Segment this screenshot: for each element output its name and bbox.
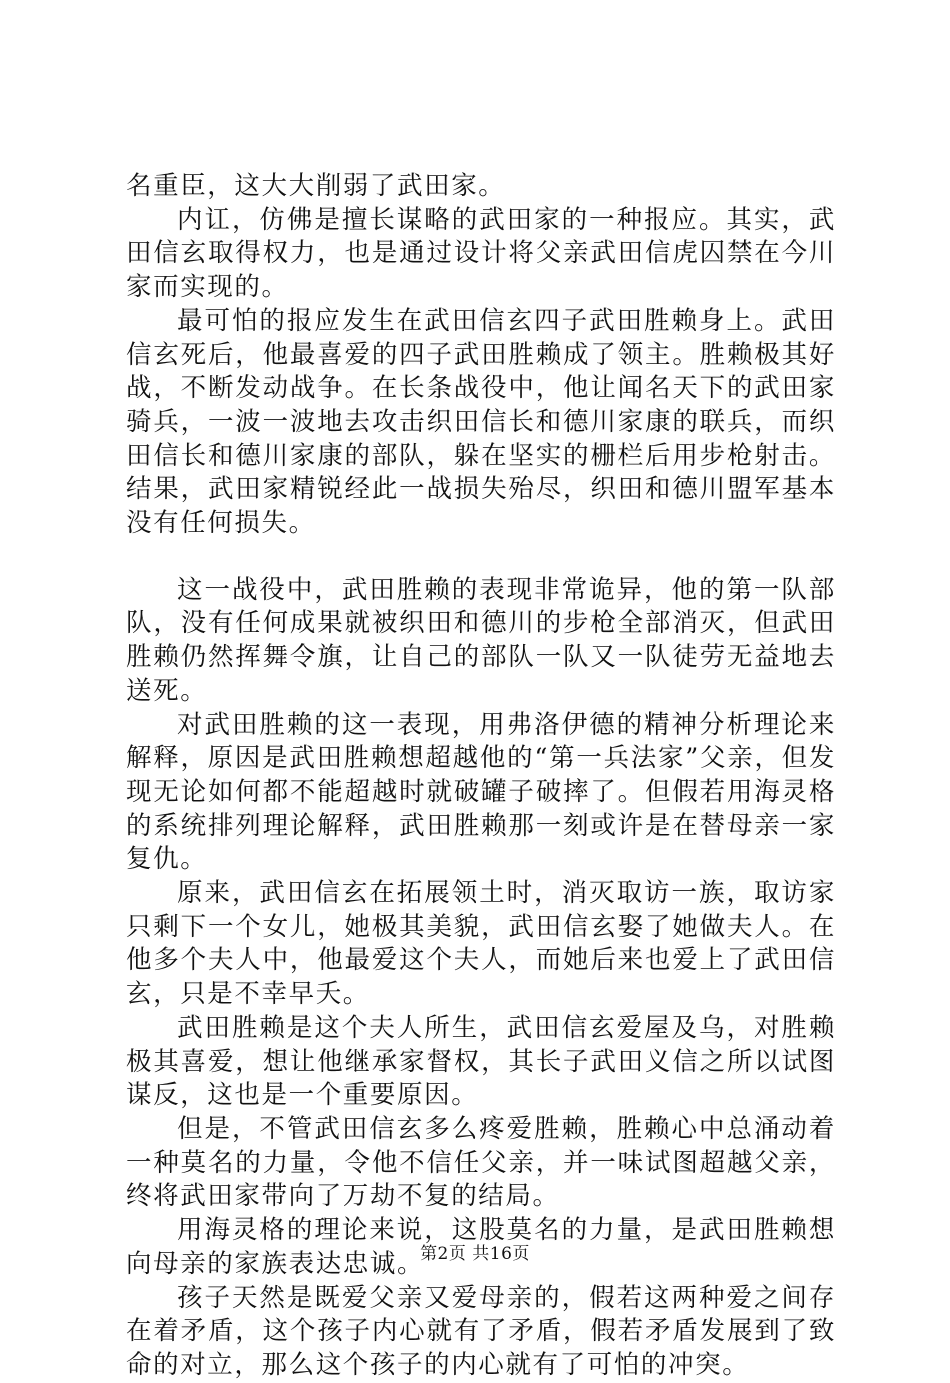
paragraph: 孩子天然是既爱父亲又爱母亲的，假若这两种爱之间存在着矛盾，这个孩子内心就有了矛盾，假若矛盾发展到了致命的对立，那么这个孩子的内心就有了可怕的冲突。 [126,1282,836,1380]
paragraph: 原来，武田信玄在拓展领土时，消灭取访一族，取访家只剩下一个女儿，她极其美貌，武田信玄娶了她做夫人。在他多个夫人中，他最爱这个夫人，而她后来也爱上了武田信玄，只是不幸早夭。 [126,878,836,1010]
page-number-footer: 第2页 共16页 [420,1244,530,1264]
paragraph: 但是，不管武田信玄多么疼爱胜赖，胜赖心中总涌动着一种莫名的力量，令他不信任父亲，并一味试图超越父亲，终将武田家带向了万劫不复的结局。 [126,1113,836,1212]
paragraph: 用海灵格的理论来说，这股莫名的力量，是武田胜赖想向母亲的家族表达忠诚。 [126,1215,836,1279]
paragraph: 这一战役中，武田胜赖的表现非常诡异，他的第一队部队，没有任何成果就被织田和德川的步枪全部消灭，但武田胜赖仍然挥舞令旗，让自己的部队一队又一队徒劳无益地去送死。 [126,574,836,706]
document-body [126,170,836,1383]
paragraph: 最可怕的报应发生在武田信玄四子武田胜赖身上。武田信玄死后，他最喜爱的四子武田胜赖成了领主。胜赖极其好战，不断发动战争。在长条战役中，他让闻名天下的武田家骑兵，一波一波地去攻击织田信长和德川家康的联兵，而织田信长和德川家康的部队，躲在坚实的栅栏后用步枪射击。结果，武田家精锐经此一战损失殆尽，织田和德川盟军基本没有任何损失。 [126,305,836,539]
paragraph: 对武田胜赖的这一表现，用弗洛伊德的精神分析理论来解释，原因是武田胜赖想超越他的“第一兵法家”父亲，但发现无论如何都不能超越时就破罐子破摔了。但假若用海灵格的系统排列理论解释，武田胜赖那一刻或许是在替母亲一家复仇。 [126,709,836,875]
paragraph-continued: 名重臣，这大大削弱了武田家。 [126,171,506,201]
paragraph: 武田胜赖是这个夫人所生，武田信玄爱屋及乌，对胜赖极其喜爱，想让他继承家督权，其长子武田义信之所以试图谋反，这也是一个重要原因。 [126,1012,836,1111]
paragraph: 内讧，仿佛是擅长谋略的武田家的一种报应。其实，武田信玄取得权力，也是通过设计将父亲武田信虎囚禁在今川家而实现的。 [126,204,836,303]
